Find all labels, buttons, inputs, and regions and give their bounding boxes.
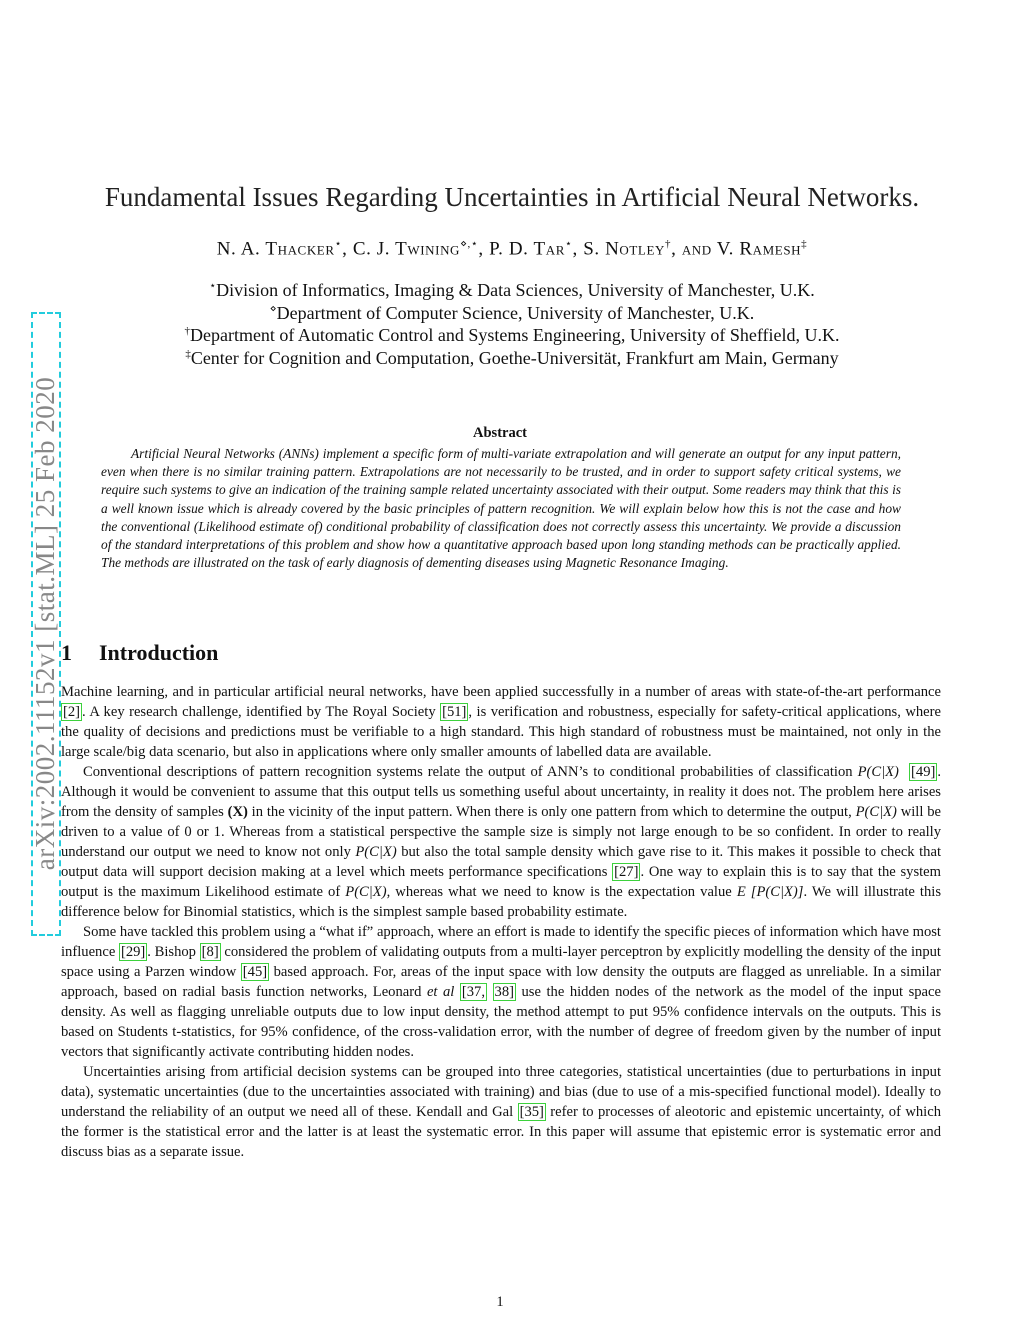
abstract-heading: Abstract — [473, 425, 527, 441]
affiliation-mark: ⋄ — [269, 303, 277, 315]
math-expression: P(C|X) — [855, 804, 897, 820]
paragraph: Uncertainties arising from artificial decision systems can be grouped into three categories, statistical uncertainties (due to perturbations in input data), systematic uncertainties (due to the uncertainties associated with training) and bias (due to use of a mis-specified functional model). Ideally to understand the reliability of an output we need all of these. Kendall and Gal [35] refer to processes of aleotoric and epistemic uncertainty, of which the former is the statistical error and the latter is at least the systematic error. In this paper will assume that epistemic error is systematic error and discuss bias as a separate issue. — [61, 1064, 941, 1160]
affiliation — [0, 302, 1024, 324]
author-name: V. Ramesh — [716, 238, 802, 260]
math-expression: E [P(C|X)] — [736, 884, 804, 900]
citation-link[interactable]: [45] — [242, 964, 268, 980]
affiliation-text: Department of Automatic Control and Systems Engineering, University of Sheffield, U.K. — [189, 325, 840, 345]
paragraph: Some have tackled this problem using a “what if” approach, where an effort is made to identify the specific pieces of information which have most influence [29] . Bishop [8] considered the problem of validating outputs from a multi-layer perceptron by explicitly modelling the density of the input space using a Parzen window [45] based approach. For, areas of the input space with low density the outputs are flagged as unreliable. In a similar approach, based on radial basis function networks, Leonard et al [37, 38] use the hidden nodes of the network as the model of the input space density. As well as flagging unreliable outputs due to low input density, the method attempt to put 95% confidence intervals on the outputs. This is based on Students t-statistics, for 95% confidence, of the cross-validation error, with the number of degree of freedom given by the number of input vectors that significantly activate contributing hidden nodes. — [61, 924, 942, 1060]
paragraph: Conventional descriptions of pattern recognition systems relate the output of ANN’s to conditional probabilities of classification P(C|X) [49] . Although it would be convenient to assume that this output tells us something useful about uncertainty, in reality it does not. The problem here arises from the density of samples (X) in the vicinity of the input pattern. When there is only one pattern from which to determine the output, P(C|X) will be driven to a value of 0 or 1. Whereas from a statistical perspective the sample size is simply not large enough to be so confident. In order to really understand our output we need to know not only P(C|X) but also the total sample density which gave rise to it. This makes it possible to check that output data will support decision making at a level which meets performance specifications [27] . One way to explain this is to say that the system output is the maximum Likelihood estimate of P(C|X), whereas what we need to know is the expectation value E [P(C|X)]. We will illustrate this difference below for Binomial statistics, which is the simplest sample based probability estimate. — [61, 764, 942, 920]
math-expression: P(C|X) — [345, 884, 387, 900]
citation-link[interactable]: [49] — [911, 764, 936, 780]
author-joiner: and — [681, 238, 712, 260]
citation-link[interactable]: [8] — [201, 944, 219, 960]
math-expression: P(C|X) — [857, 764, 899, 780]
author-mark: ‡ — [801, 238, 808, 250]
citation-link[interactable]: [51] — [442, 704, 467, 720]
affiliation-text: Center for Cognition and Computation, Goethe-Universität, Frankfurt am Main, Germany — [190, 348, 839, 368]
author-name: P. D. Tar — [489, 238, 565, 260]
author-name: C. J. Twining — [352, 238, 461, 260]
abstract-text: Artificial Neural Networks (ANNs) implement a specific form of multi-variate extrapolation and will generate an output for any input pattern, even when there is no similar training pattern. Extrapolations are not necessarily to be trusted, and in order to support safety critical systems, we require such systems to give an indication of the training sample related uncertainty associated with their output. Some readers may think that this is a well known issue which is already covered by the basic principles of pattern recognition. We will explain below how this is not the case and how the conventional (Likelihood estimate of) conditional probability of classification does not correctly assess this uncertainty. We provide a discussion of the standard interpretations of this problem and show how a quantitative approach based upon long standing methods can be practically applied. The methods are illustrated on the task of early diagnosis of dementing diseases using Magnetic Resonance Imaging. — [101, 446, 901, 571]
author-mark: ⋆ — [565, 238, 573, 250]
arxiv-id[interactable]: arXiv:2002.11152v1 [stat.ML] 25 Feb 2020 — [30, 376, 61, 870]
page-number: 1 — [496, 1294, 504, 1310]
author-mark: ⋆ — [334, 238, 343, 250]
author-name: S. Notley — [583, 238, 665, 260]
citation-link[interactable]: [27] — [614, 864, 639, 880]
affiliation-mark: ⋆ — [209, 280, 217, 292]
affiliation-text: Department of Computer Science, University of Manchester, U.K. — [276, 303, 755, 323]
affiliation — [0, 348, 1024, 369]
body-text — [61, 682, 941, 1162]
paper-title: Fundamental Issues Regarding Uncertainties in Artificial Neural Networks. — [104, 182, 920, 212]
section-number: 1 — [61, 640, 72, 665]
section-heading — [61, 640, 218, 666]
affiliation-text: Division of Informatics, Imaging & Data Sciences, University of Manchester, U.K. — [216, 280, 815, 300]
affiliation — [0, 325, 1024, 346]
author-list: N. A. Thacker⋆, C. J. Twining⋄,⋆, P. D. Tar⋆, S. Notley†, and V. Ramesh‡ — [216, 238, 808, 260]
citation-link[interactable]: [2] — [63, 704, 81, 720]
paragraph: Machine learning, and in particular artificial neural networks, have been applied successfully in a number of areas with state-of-the-art performance [2] . A key research challenge, identified by The Royal Society [51] , is verification and robustness, especially for safety-critical applications, where the quality of decisions and predictions must be verifiable to a high standard. This high standard of robustness must be maintained, not only in the large scale/big data scenario, but also in applications where only smaller amounts of labelled data are available. — [61, 684, 941, 760]
emphasis: et al — [426, 984, 455, 1000]
section-title: Introduction — [99, 640, 219, 665]
author-mark: † — [665, 238, 672, 250]
affiliation-mark: † — [184, 325, 190, 337]
citation-link[interactable]: [37, — [461, 984, 485, 1000]
author-mark: ⋄,⋆ — [460, 238, 479, 250]
citation-link[interactable]: [35] — [519, 1104, 544, 1120]
affiliation — [0, 279, 1024, 301]
citation-link[interactable]: [29] — [120, 944, 146, 960]
author-name: N. A. Thacker — [216, 238, 335, 260]
arxiv-stamp[interactable] — [32, 310, 60, 936]
affiliation-mark: ‡ — [185, 348, 191, 360]
citation-link[interactable]: 38] — [494, 984, 514, 1000]
math-expression: (X) — [227, 804, 248, 820]
math-expression: P(C|X) — [355, 844, 397, 860]
